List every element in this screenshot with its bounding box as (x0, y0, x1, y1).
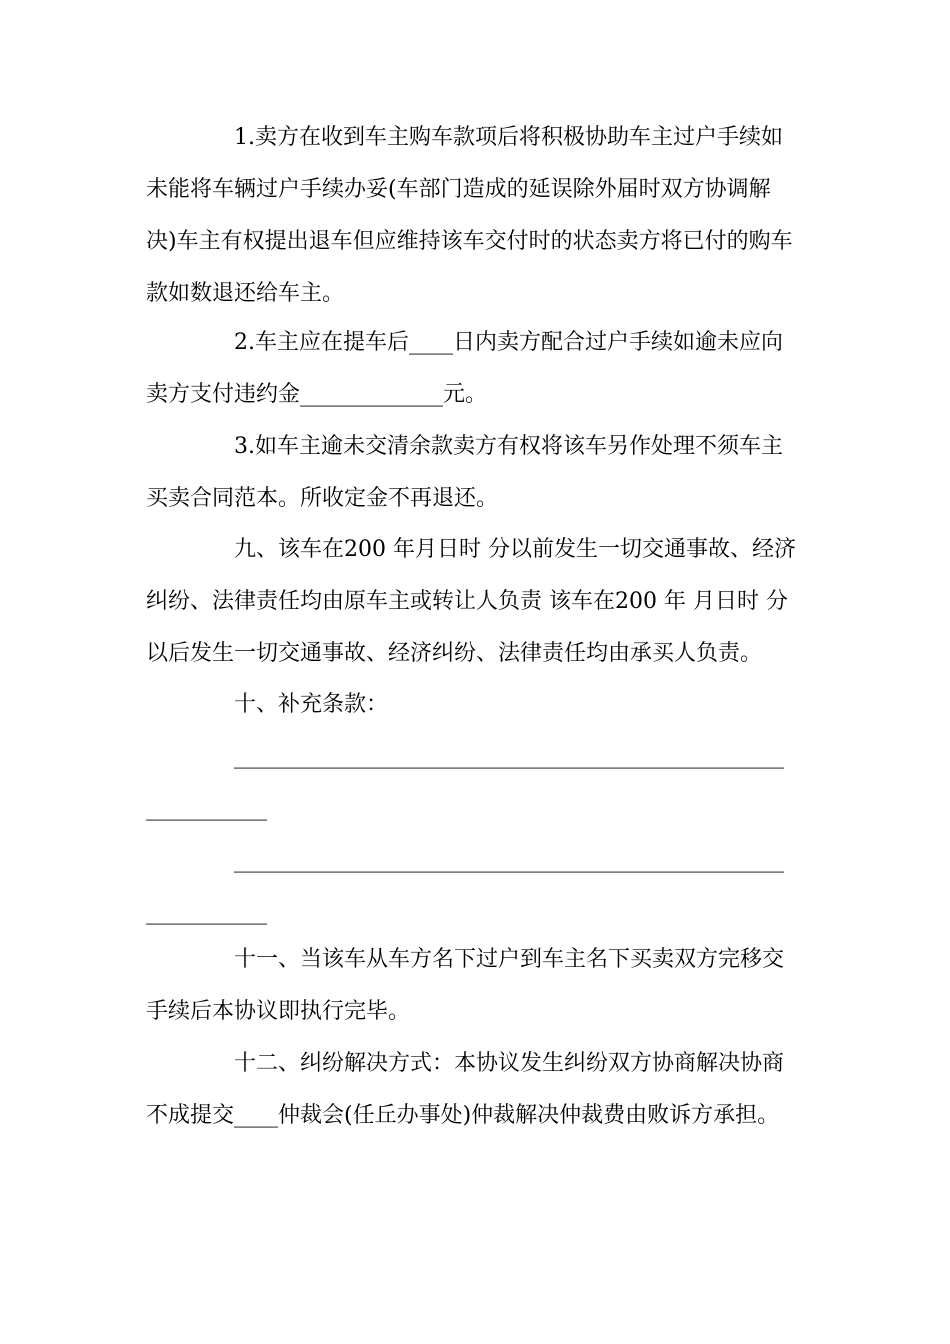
section-12-line-1: 十二、纠纷解决方式：本协议发生纠纷双方协商解决协商 (234, 1051, 785, 1076)
section-12-line-2: 不成提交____仲裁会(任丘办事处)仲裁解决仲裁费由败诉方承担。 (146, 1103, 780, 1128)
supplement-blank-1: __________________________________________________ (234, 744, 784, 769)
clause-1-line-2: 未能将车辆过户手续办妥(车部门造成的延误除外届时双方协调解 (146, 177, 771, 202)
section-10-heading: 十、补充条款： (234, 692, 389, 717)
clause-1-line-4: 款如数退还给车主。 (146, 281, 345, 306)
section-9-line-2: 纠纷、法律责任均由原车主或转让人负责 该车在200 年 月日时 分 (146, 589, 788, 614)
clause-3-line-2: 买卖合同范本。所收定金不再退还。 (146, 486, 499, 511)
clause-3-line-1: 3.如车主逾未交清余款卖方有权将该车另作处理不须车主 (234, 434, 783, 459)
section-9-line-1: 九、该车在200 年月日时 分以前发生一切交通事故、经济 (234, 537, 796, 562)
section-11-line-1: 十一、当该车从车方名下过户到车主名下买卖双方完移交 (234, 947, 785, 972)
supplement-blank-2-cont: ___________ (146, 900, 267, 925)
clause-1-line-3: 决)车主有权提出退车但应维持该车交付时的状态卖方将已付的购车 (146, 229, 793, 254)
clause-2-line-1: 2.车主应在提车后____日内卖方配合过户手续如逾未应向 (234, 330, 783, 355)
section-9-line-3: 以后发生一切交通事故、经济纠纷、法律责任均由承买人负责。 (146, 641, 763, 666)
section-11-line-2: 手续后本协议即执行完毕。 (146, 999, 411, 1024)
supplement-blank-1-cont: ___________ (146, 796, 267, 821)
clause-2-line-2: 卖方支付违约金_____________元。 (146, 382, 488, 407)
supplement-blank-2: __________________________________________________ (234, 848, 784, 873)
clause-1-line-1: 1.卖方在收到车主购车款项后将积极协助车主过户手续如 (234, 125, 783, 150)
